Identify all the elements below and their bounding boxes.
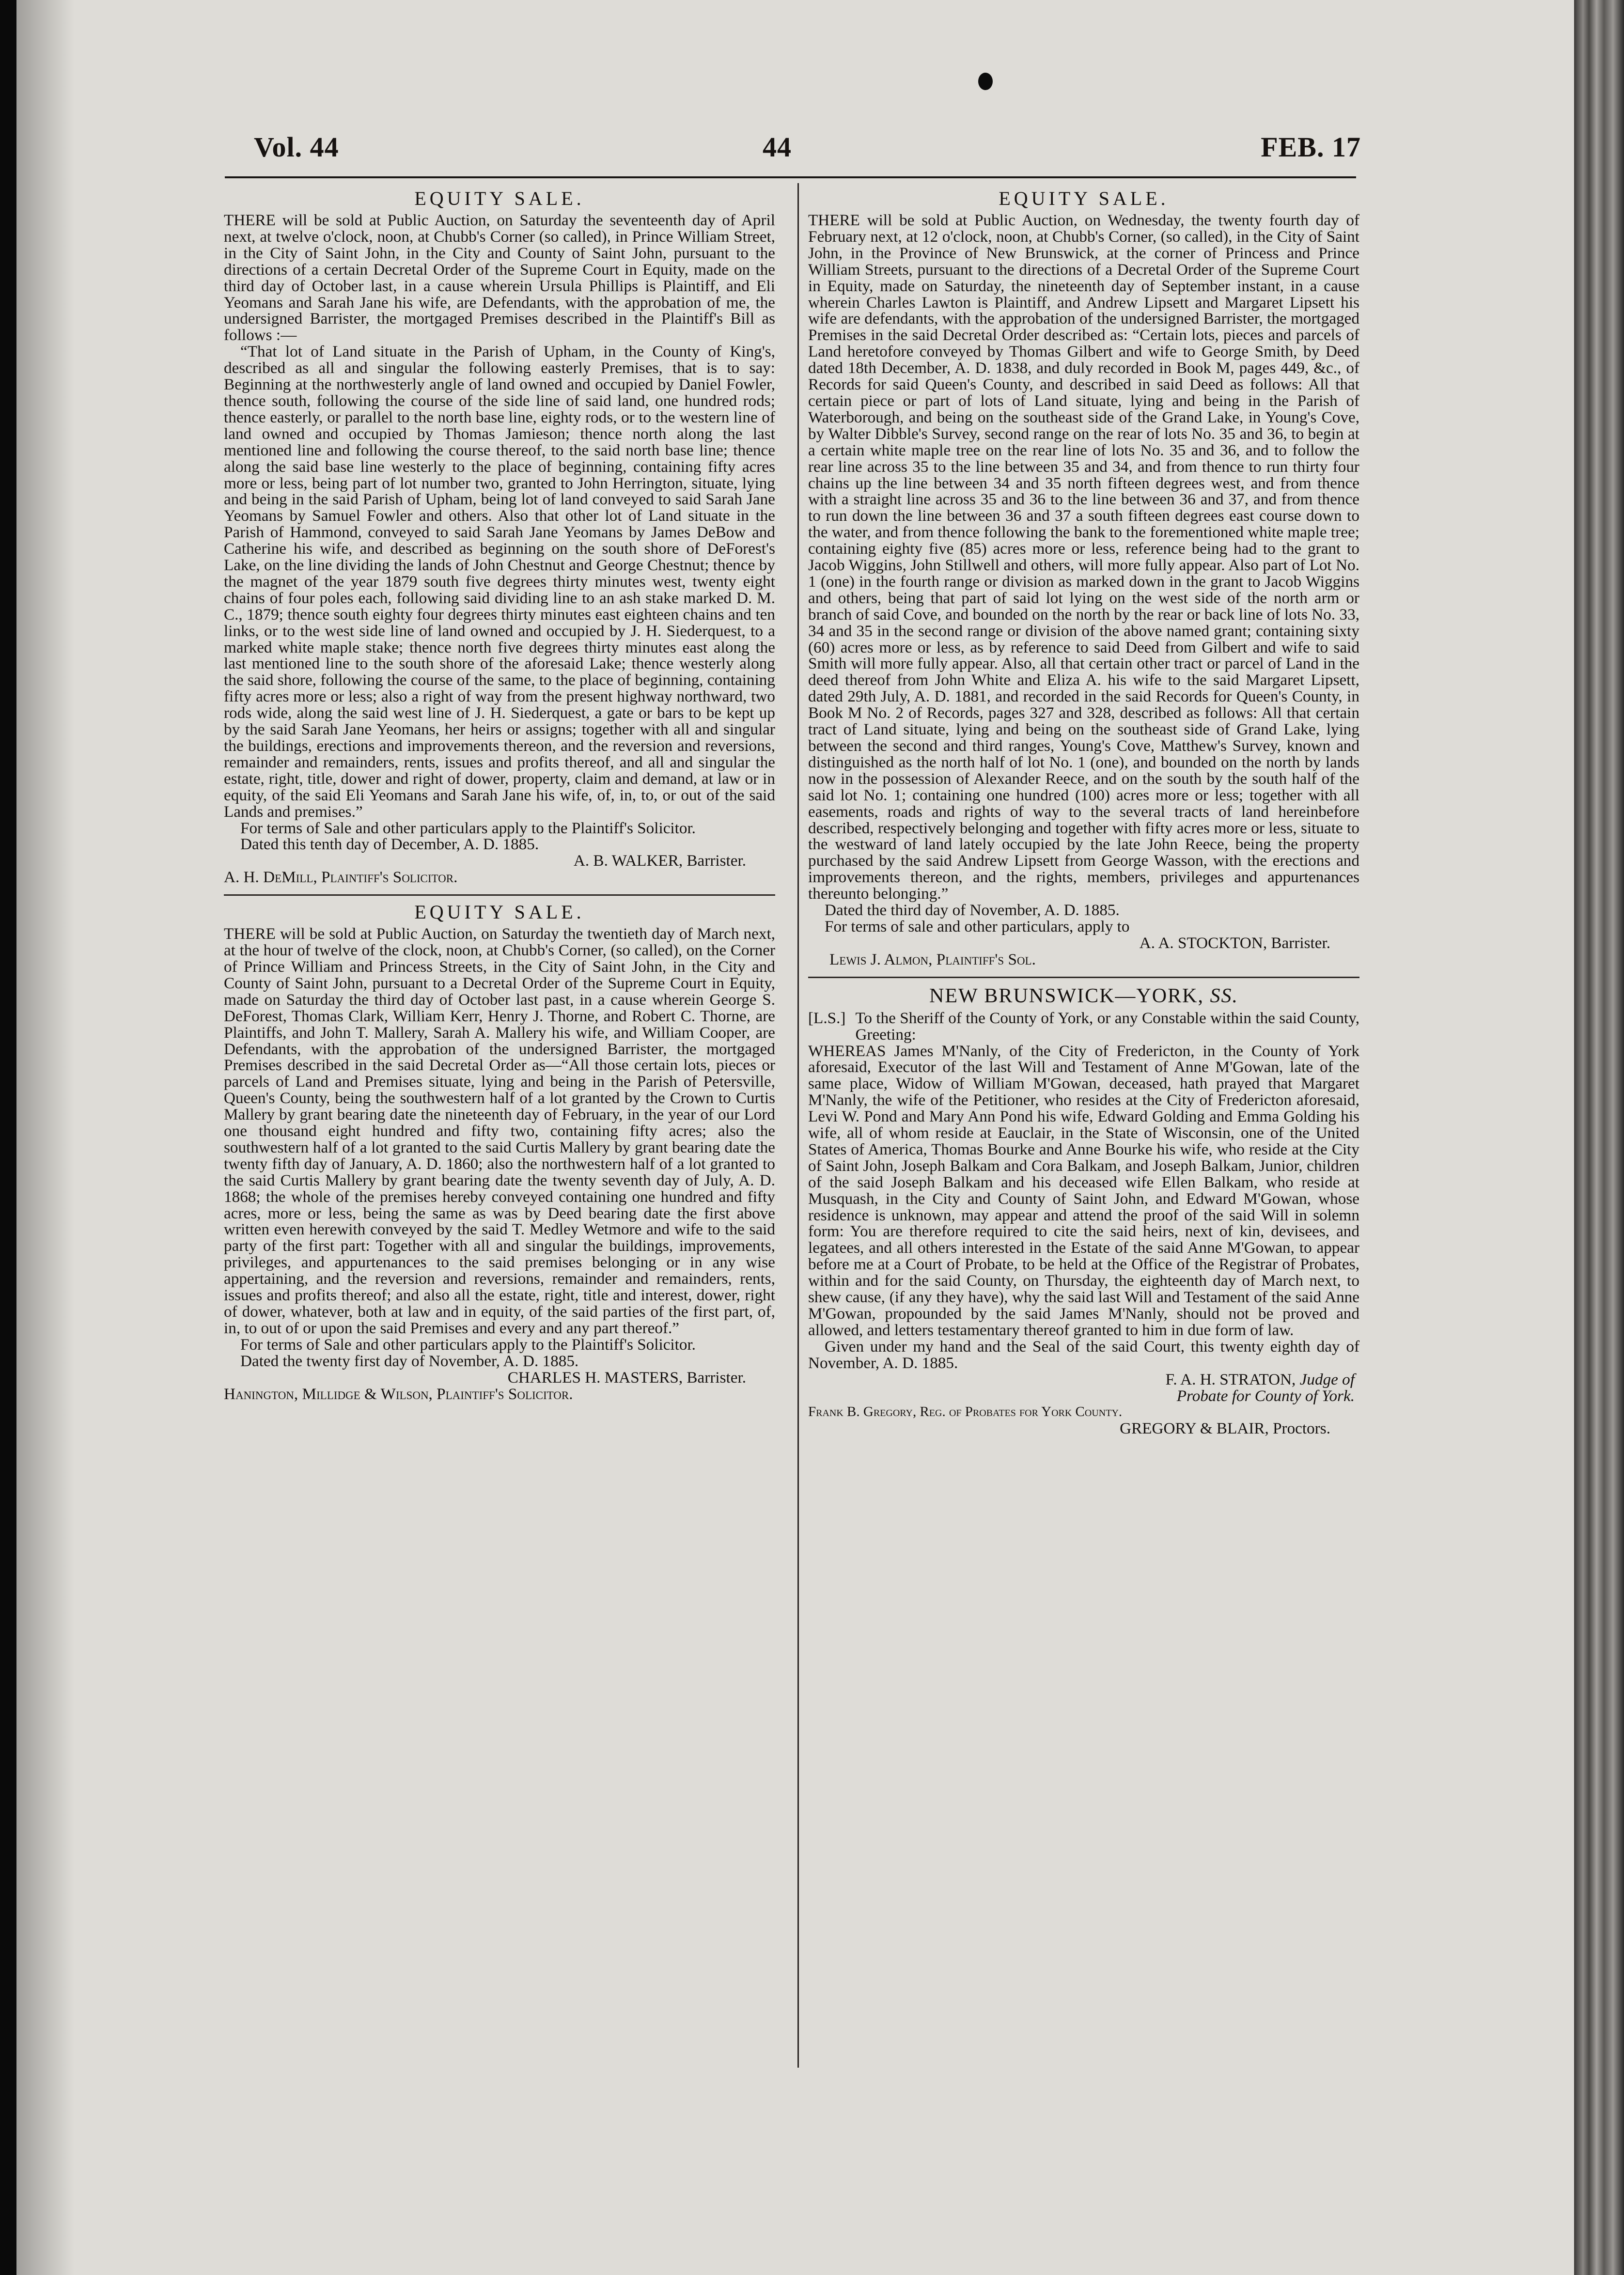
punch-hole (978, 73, 993, 90)
equity-sale-notice-2 (224, 902, 775, 1402)
right-column (808, 184, 1359, 1437)
notice-terms: For terms of sale and other particulars, apply to (825, 917, 1130, 935)
citation-title (808, 985, 1359, 1007)
column-divider (797, 183, 799, 2068)
barrister-signature: A. A. STOCKTON, Barrister. (1139, 934, 1330, 952)
notice-intro: THERE will be sold at Public Auction, on Saturday the twentieth day of March next, at the hour of twelve of the clock, noon, at Chubb's Corner, (so called), on the Corner of Prince William and Princess Streets, in the City of Saint John, in the City and County of Saint John, pursuant to a Decretal Order of the Supreme Court in Equity, made on Saturday the third day of October last past, in a cause wherein George S. DeForest, Thomas Clark, William Kerr, Henry J. Thorne, and Robert C. Thorne, are Plaintiffs, and John T. Mallery, Sarah A. Mallery his wife, and William Cooper, are Defendants, with the approbation of the undersigned Barrister, the mortgaged Premises described in the said Decretal Order as—“All those certain lots, pieces or parcels of Land and Premises situate, lying and being in the Parish of Petersville, Queen's County, being the southwestern half of a lot granted by the Crown to Curtis Mallery by grant bearing date the nineteenth day of February, in the year of our Lord one thousand eight hundred and fifty two, containing fifty acres; also the southwestern half of a lot granted to the said Curtis Mallery by grant bearing date the twenty fifth day of January, A. D. 1860; also the northwestern half of a lot granted to the said Curtis Mallery by grant bearing date the twenty seventh day of July, A. D. 1868; the whole of the premises hereby conveyed containing one hundred and fifty acres, more or less, being the same as was by Deed bearing date the first above written even herewith conveyed by the said T. Medley Wetmore and wife to the said party of the first part: Together with all and singular the buildings, improvements, privileges, and appurtenances to the said premises belonging or in any wise appertaining, and the reversion and reversions, remainder and remainders, rents, issues and profits thereof; and also all the estate, right, title and interest, dower, right of dower, whatever, both at law and in equity, of the said parties of the first part, of, in, to out of or upon the said Premises and every and any part thereof.” (224, 925, 775, 1337)
solicitor-signature: A. H. DeMill, Plaintiff's Solicitor. (224, 868, 458, 887)
notice-terms: For terms of Sale and other particulars apply to the Plaintiff's Solicitor. (240, 1335, 696, 1354)
left-column (224, 184, 775, 1402)
citation-title-main: NEW BRUNSWICK—YORK, (929, 984, 1210, 1007)
notice-terms: For terms of Sale and other particulars apply to the Plaintiff's Solicitor. (240, 819, 696, 837)
citation-address (808, 1010, 1359, 1043)
notice-intro: THERE will be sold at Public Auction, on Wednesday, the twenty fourth day of February next, at 12 o'clock, noon, at Chubb's Corner, (so called), in the City of Saint John, in the Province of New Brunswick, at the corner of Princess and Prince William Streets, pursuant to the directions of a Decretal Order of the Supreme Court in Equity, made on Saturday, the nineteenth day of September instant, in a cause wherein Charles Lawton is Plaintiff, and Andrew Lipsett and Margaret Lipsett his wife are defendants, with the approbation of the undersigned Barrister, the mortgaged Premises in the said Decretal Order described as: “Certain lots, pieces and parcels of Land heretofore conveyed by Thomas Gilbert and wife to George Smith, by Deed dated 18th December, A. D. 1838, and duly recorded in Book M, pages 449, &c., of Records for said Queen's County, and described in said Deed as follows: All that certain piece or part of lots of Land situate, lying and being in the Parish of Waterborough, and being on the southeast side of the Grand Lake, in Young's Cove, by Walter Dibble's Survey, second range on the rear of lots No. 35 and 36, to begin at a certain white maple tree on the rear line of lots No. 35 and 36, and to follow the rear line across 35 to the line between 35 and 34, and from thence to run thirty four chains up the line between 34 and 35 north fifteen degrees west, and from thence with a straight line across 35 and 36 to the line between 36 and 37, and from thence to run down the line between 36 and 37 a south fifteen degrees east course down to the water, and from thence following the bank to the forementioned white maple tree; containing eighty five (85) acres more or less, reference being had to the grant to Jacob Wiggins, John Stillwell and others, will more fully appear. Also part of Lot No. 1 (one) in the fourth range or division as marked down in the grant to Jacob Wiggins and others, being that part of said lot lying on the west side of the north arm or branch of said Cove, and bounded on the north by the rear or back line of lots No. 33, 34 and 35 in the second range or division of the above named grant; containing sixty (60) acres more or less, as by reference to said Deed from Gilbert and wife to said Smith will more fully appear. Also, all that certain other tract or parcel of Land in the deed thereof from John White and Eliza A. his wife to the said Margaret Lipsett, dated 29th July, A. D. 1881, and recorded in the said Records for Queen's County, in Book M No. 2 of Records, pages 327 and 328, described as follows: All that certain tract of Land situate, lying and being on the southeast side of Grand Lake, lying between the second and third ranges, Young's Cove, Matthew's Survey, known and distinguished as the north half of lot No. 1 (one), and bounded on the north by lands now in the possession of Alexander Reece, and on the south by the south half of the said lot No. 1; containing one hundred (100) acres more or less; together with all easements, roads and rights of way to the several tracts of land hereinbefore described, respectively belonging and together with fifty acres more or less, situate to the westward of land lately occupied by the late John Reece, being the property purchased by the said Andrew Lipsett from George Wasson, with the erections and improvements thereon, and the rights, members, privileges and appurtenances thereunto belonging.” (808, 211, 1359, 903)
barrister-signature: A. B. WALKER, Barrister. (573, 852, 746, 870)
notice-dated: Dated this tenth day of December, A. D. 1885. (240, 835, 539, 854)
notice-intro: THERE will be sold at Public Auction, on Saturday the seventeenth day of April next, at twelve o'clock, noon, at Chubb's Corner (so called), in Prince William Street, in the City of Saint John, in the City and County of Saint John, pursuant to the directions of a certain Decretal Order of the Supreme Court in Equity, made on the third day of October last, in a cause wherein Ursula Phillips is Plaintiff, and Eli Yeomans and Sarah Jane his wife, are Defendants, with the approbation of me, the undersigned Barrister, the mortgaged Premises described in the Plaintiff's Bill as follows :— (224, 211, 775, 344)
solicitor-signature: Lewis J. Almon, Plaintiff's Sol. (829, 950, 1036, 968)
proctors-signature: GREGORY & BLAIR, Proctors. (1120, 1419, 1330, 1438)
notice-body: “That lot of Land situate in the Parish of Upham, in the County of King's, described as all and singular the following easterly Premises, that is to say: Beginning at the northwesterly angle of land owned and occupied by Daniel Fowler, thence south, following the course of the side line of said land, one hundred rods; thence easterly, or parallel to the north base line, eighty rods, or to the western line of land owned and occupied by Thomas Jamieson; thence north along the last mentioned line and following the course thereof, to the said north base line; thence along the said base line westerly to the place of beginning, containing fifty acres more or less, being part of lot number two, granted to John Herrington, situate, lying and being in the said Parish of Upham, being lot of land conveyed to said Sarah Jane Yeomans by Samuel Fowler and others. Also that other lot of Land situate in the Parish of Hammond, conveyed to said Sarah Jane Yeomans by James DeBow and Catherine his wife, and described as beginning on the south shore of DeForest's Lake, on the line dividing the lands of John Chestnut and George Chestnut; thence by the magnet of the year 1879 south five degrees thirty minutes west, twenty eight chains of four poles each, following said dividing line to an ash stake marked D. M. C., 1879; thence south eighty four degrees thirty minutes east eighteen chains and ten links, or to the west side line of land owned and occupied by J. H. Siederquest, to a marked white maple stake; thence north five degrees thirty minutes east along the last mentioned line to the south shore of the aforesaid Lake; thence westerly along the said shore, following the course of the same, to the place of beginning, containing fifty acres more or less; also a right of way from the present highway northward, two rods wide, along the said west line of J. H. Siederquest, a gate or bars to be kept up by the said Sarah Jane Yeomans, her heirs or assigns; together with all and singular the buildings, erections and improvements thereon, and the reversion and reversions, remainder and remainders, rents, issues and profits thereof, and all and singular the estate, right, title, dower and right of dower, property, claim and demand, at law or in equity, of the said Eli Yeomans and Sarah Jane his wife, of, in, to, or out of the said Lands and premises.” (224, 343, 775, 821)
notice-dated: Dated the third day of November, A. D. 1885. (825, 901, 1120, 919)
barrister-signature: CHARLES H. MASTERS, Barrister. (507, 1368, 746, 1387)
solicitor-signature: Hanington, Millidge & Wilson, Plaintiff's Solicitor. (224, 1385, 573, 1403)
judge-name: F. A. H. STRATON, (1165, 1370, 1300, 1388)
volume-label: Vol. 44 (254, 131, 339, 163)
header-rule (225, 176, 1356, 178)
issue-date: FEB. 17 (1261, 131, 1361, 163)
citation-title-ss: SS. (1210, 984, 1238, 1007)
seal-mark: [L.S.] (808, 1009, 846, 1027)
registrar-line: Frank B. Gregory, Reg. of Probates for York County. (808, 1404, 1123, 1420)
notice-dated: Dated the twenty first day of November, A. D. 1885. (240, 1352, 579, 1370)
notice-title: EQUITY SALE. (414, 187, 585, 209)
book-binding (1574, 0, 1624, 2275)
citation-body: WHEREAS James M'Nanly, of the City of Fredericton, in the County of York aforesaid, Executor of the last Will and Testament of Anne M'Gowan, late of the same place, Widow of William M'Gowan, deceased, hath prayed that Margaret M'Nanly, the wife of the Petitioner, who resides at the City of Fredericton aforesaid, Levi W. Pond and Mary Ann Pond his wife, Edward Golding and Emma Golding his wife, all of whom reside at Eauclair, in the State of Wisconsin, one of the United States of America, Thomas Bourke and Anne Bourke his wife, who reside at the City of Saint John, Joseph Balkam and Cora Balkam, and Joseph Balkam, Junior, children of the said Joseph Balkam and his deceased wife Ellen Balkam, who reside at Musquash, in the City and County of Saint John, and Edward M'Gowan, whose residence is unknown, may appear and attend the proof of the said Will in solemn form: You are therefore required to cite the said heirs, next of kin, devisees, and legatees, and all others interested in the Estate of the said Anne M'Gowan, to appear before me at a Court of Probate, to be held at the Office of the Registrar of Probates, within and for the said County, on Thursday, the eighteenth day of March next, to shew cause, (if any they have), why the said last Will and Testament of the said Anne M'Gowan, propounded by the said James M'Nanly, should not be proved and allowed, and letters testamentary thereof granted to him in due form of law. (808, 1042, 1359, 1339)
judge-signature (808, 1371, 1359, 1388)
equity-sale-notice-3 (808, 188, 1359, 968)
judge-title-1: Judge of (1299, 1370, 1355, 1388)
notice-separator (808, 977, 1359, 978)
judge-title-line (808, 1388, 1359, 1404)
notice-title: EQUITY SALE. (999, 187, 1169, 209)
page-number: 44 (763, 131, 792, 163)
probate-citation (808, 985, 1359, 1437)
scan-edge (0, 0, 16, 2275)
notice-separator (224, 894, 775, 896)
equity-sale-notice-1 (224, 188, 775, 886)
notice-title: EQUITY SALE. (414, 901, 585, 923)
judge-title-2: Probate for County of York. (1176, 1387, 1355, 1405)
citation-given: Given under my hand and the Seal of the said Court, this twenty eighth day of November, A. D. 1885. (808, 1337, 1359, 1372)
page-header (254, 131, 1361, 174)
citation-addressee: To the Sheriff of the County of York, or any Constable within the said County, Greeting: (855, 1009, 1359, 1044)
page-shadow (16, 0, 75, 2275)
newspaper-page (16, 0, 1574, 2275)
